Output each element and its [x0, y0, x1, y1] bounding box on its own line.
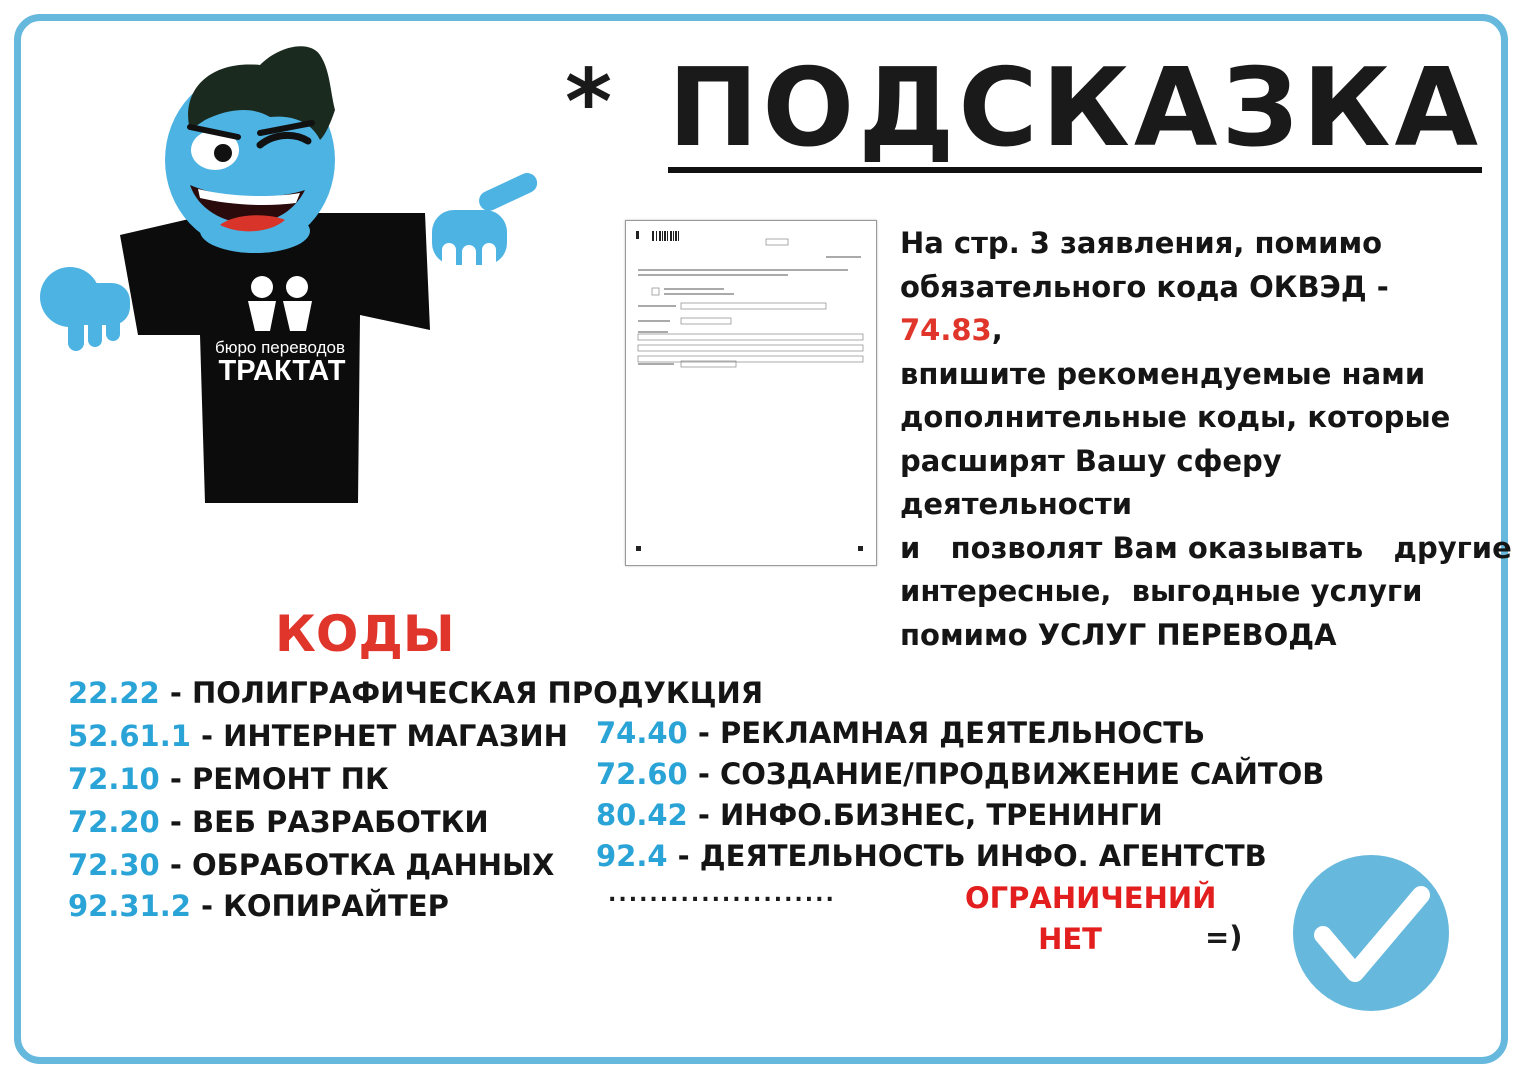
- checkmark-icon: [1293, 855, 1449, 1011]
- okved-code: 74.83: [900, 313, 992, 347]
- hint-paragraph: [900, 222, 1512, 657]
- code-row: [68, 719, 568, 753]
- code-desc: - ИНТЕРНЕТ МАГАЗИН: [190, 719, 568, 753]
- title-star: *: [565, 50, 613, 155]
- code-number: 92.4: [596, 839, 668, 873]
- shirt-label-small: бюро переводов: [214, 338, 346, 357]
- code-desc: - ВЕБ РАЗРАБОТКИ: [159, 805, 489, 839]
- mascot-illustration: [30, 35, 550, 515]
- code-row: [68, 805, 489, 839]
- codes-title: КОДЫ: [275, 605, 455, 663]
- code-number: 72.30: [68, 848, 160, 882]
- shirt-label-big: ТРАКТАТ: [218, 355, 346, 387]
- code-row: [596, 716, 1205, 750]
- code-number: 72.20: [68, 805, 160, 839]
- code-number: 74.40: [596, 716, 688, 750]
- code-number: 72.10: [68, 762, 160, 796]
- code-desc: - ОБРАБОТКА ДАННЫХ: [159, 848, 555, 882]
- hint-line-text: обязательного кода ОКВЭД -: [900, 269, 1389, 304]
- code-row: [68, 676, 763, 710]
- code-number: 72.60: [596, 757, 688, 791]
- code-number: 52.61.1: [68, 719, 191, 753]
- hint-line: и позволят Вам оказывать другие: [900, 530, 1512, 565]
- code-number: 22.22: [68, 676, 160, 710]
- dots-separator: ......................: [608, 882, 836, 907]
- hint-line: помимо УСЛУГ ПЕРЕВОДА: [900, 617, 1337, 652]
- code-desc: - РЕКЛАМНАЯ ДЕЯТЕЛЬНОСТЬ: [687, 716, 1206, 750]
- document-thumbnail: [625, 220, 877, 566]
- code-number: 80.42: [596, 798, 688, 832]
- code-desc: - ИНФО.БИЗНЕС, ТРЕНИНГИ: [687, 798, 1163, 832]
- code-row: [596, 798, 1163, 832]
- no-limit-note: [965, 878, 1217, 960]
- code-row: [596, 757, 1324, 791]
- hint-line: На стр. 3 заявления, помимо: [900, 226, 1383, 260]
- code-row: [68, 848, 554, 882]
- hint-line: расширят Вашу сферу деятельности: [900, 443, 1282, 521]
- smile-emoticon: =): [1205, 920, 1243, 954]
- code-desc: - СОЗДАНИЕ/ПРОДВИЖЕНИЕ САЙТОВ: [687, 757, 1325, 791]
- code-row: [596, 839, 1267, 873]
- code-desc: - КОПИРАЙТЕР: [190, 889, 449, 923]
- okved-suffix: ,: [991, 313, 1003, 347]
- left-hand-icon: [40, 267, 130, 351]
- code-row: [68, 762, 389, 796]
- no-limit-line-1: ОГРАНИЧЕНИЙ: [965, 881, 1217, 915]
- code-row: [68, 889, 449, 923]
- hint-line: [900, 266, 1500, 353]
- code-desc: - ДЕЯТЕЛЬНОСТЬ ИНФО. АГЕНТСТВ: [667, 839, 1267, 873]
- code-number: 92.31.2: [68, 889, 191, 923]
- code-desc: - ПОЛИГРАФИЧЕСКАЯ ПРОДУКЦИЯ: [159, 676, 764, 710]
- no-limit-line-2: НЕТ: [1038, 922, 1102, 956]
- hint-line: дополнительные коды, которые: [900, 400, 1451, 434]
- code-desc: - РЕМОНТ ПК: [159, 762, 389, 796]
- hint-line: интересные, выгодные услуги: [900, 574, 1423, 608]
- page-title: ПОДСКАЗКА: [668, 52, 1482, 173]
- right-hand-icon: [432, 170, 540, 279]
- hint-line: впишите рекомендуемые нами: [900, 356, 1426, 391]
